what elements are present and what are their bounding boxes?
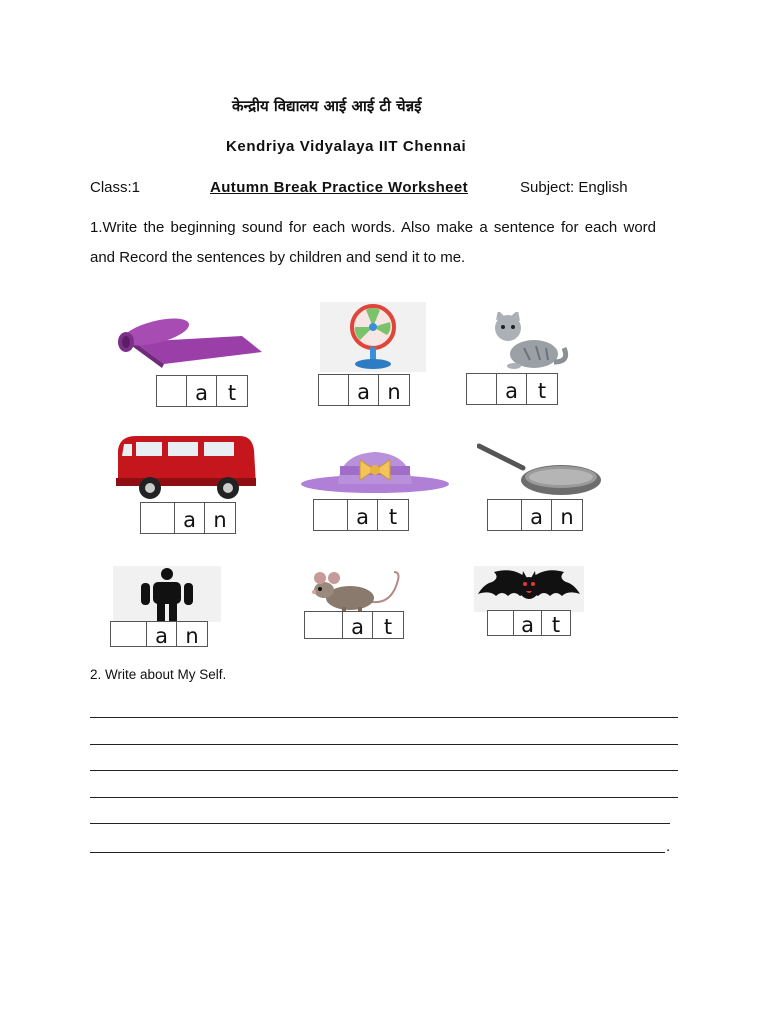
hat-icon [300, 448, 450, 494]
cat-icon [484, 312, 570, 372]
letter-box: a [187, 376, 217, 406]
letter-box: a [175, 503, 205, 533]
subject-label: Subject: English [520, 179, 628, 196]
word-boxes-van [140, 502, 236, 534]
mat-picture [112, 312, 264, 370]
word-boxes-hat [313, 499, 409, 531]
end-period: . [666, 838, 671, 855]
school-name: Kendriya Vidyalaya IIT Chennai [226, 138, 467, 155]
question-2-text: 2. Write about My Self. [90, 667, 227, 682]
word-boxes-bat [487, 610, 571, 636]
class-label: Class:1 [90, 179, 141, 196]
letter-box: t [227, 381, 237, 405]
blank-letter-box[interactable] [467, 374, 497, 404]
fan-picture [320, 302, 426, 372]
letter-box: a [497, 374, 527, 404]
letter-box: a [349, 375, 379, 405]
bat-icon [474, 566, 584, 612]
blank-letter-box[interactable] [141, 503, 175, 533]
van-picture [114, 432, 258, 502]
blank-letter-box[interactable] [305, 612, 343, 638]
pan-picture [477, 440, 603, 498]
letter-box: t [388, 505, 398, 529]
writing-line[interactable] [90, 770, 678, 771]
letter-box: t [551, 613, 561, 637]
hat-picture [300, 448, 450, 494]
hindi-school-title: केन्द्रीय विद्यालय आई आई टी चेन्नई [232, 97, 422, 115]
fan-icon [320, 302, 426, 372]
blank-letter-box[interactable] [488, 500, 522, 530]
writing-line[interactable] [90, 852, 665, 853]
writing-line[interactable] [90, 823, 670, 824]
van-icon [114, 432, 258, 502]
word-boxes-pan [487, 499, 583, 531]
writing-line[interactable] [90, 797, 678, 798]
blank-letter-box[interactable] [111, 622, 147, 646]
man-icon [113, 566, 221, 622]
letter-box: t [383, 615, 393, 639]
word-boxes-fan [318, 374, 410, 406]
pan-icon [477, 440, 603, 498]
word-boxes-cat [466, 373, 558, 405]
writing-line[interactable] [90, 717, 678, 718]
letter-box: t [537, 379, 547, 403]
bat-picture [474, 566, 584, 612]
blank-letter-box[interactable] [314, 500, 348, 530]
blank-letter-box[interactable] [488, 611, 514, 635]
writing-line[interactable] [90, 744, 678, 745]
question-1-text: 1.Write the beginning sound for each words. Also make a sentence for each word and Record the sentences by children and send it to me. [90, 219, 656, 266]
letter-box: a [147, 622, 177, 646]
word-boxes-rat [304, 611, 404, 639]
mat-icon [112, 312, 264, 370]
letter-box: a [343, 612, 373, 638]
letter-box: n [185, 624, 199, 648]
letter-box: n [213, 508, 227, 532]
blank-letter-box[interactable] [319, 375, 349, 405]
letter-box: a [522, 500, 552, 530]
letter-box: a [348, 500, 378, 530]
letter-box: n [560, 505, 574, 529]
rat-picture [308, 570, 404, 612]
rat-icon [308, 570, 404, 612]
letter-box: a [514, 611, 542, 635]
word-boxes-man [110, 621, 208, 647]
word-boxes-mat [156, 375, 248, 407]
letter-box: n [387, 380, 401, 404]
cat-picture [484, 312, 570, 372]
blank-letter-box[interactable] [157, 376, 187, 406]
worksheet-title: Autumn Break Practice Worksheet [210, 179, 469, 196]
man-picture [113, 566, 221, 622]
